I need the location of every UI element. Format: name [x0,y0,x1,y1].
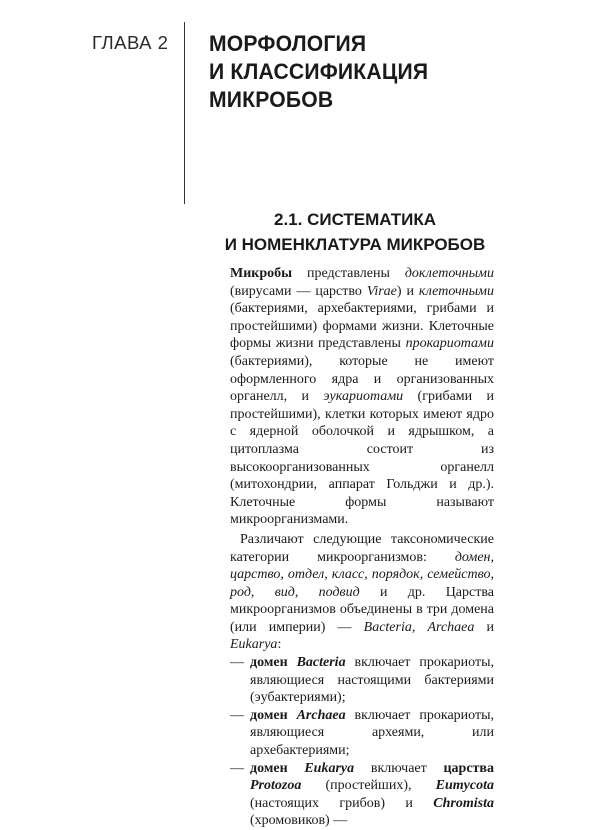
text-run: домен [250,760,305,776]
chapter-divider [184,22,185,204]
list-dash: — [230,707,244,723]
term-cellular: клеточными [418,283,494,299]
term-eukaryotes: эукариотами [323,389,404,405]
text-run: (хромовиков) — [250,813,348,829]
chapter-label: ГЛАВА 2 [92,32,169,53]
term-archaea: Archaea [427,619,475,635]
chapter-title-line-3: МИКРОБОВ [209,87,334,112]
term-categories: домен, царство, отдел, класс, порядок, семейство, род, вид, подвид [230,549,494,600]
term-eukarya: Eukarya [304,760,355,776]
text-run: представлены [292,266,405,281]
text-run: (вирусами — царство [230,283,367,299]
list-item-bacteria [230,654,494,707]
section-title-line-1: 2.1. СИСТЕМАТИКА [274,210,436,229]
chapter-title [209,30,428,114]
term-archaea: Archaea [296,707,346,723]
term-eumycota: Eumycota [435,778,494,794]
term-eukarya: Eukarya [230,637,278,653]
domain-list [230,654,494,830]
text-run: (бактериями, архебактериями, грибами и простейшими) формами жизни. Клеточные формы жизни представлены [230,301,494,352]
text-run: , [411,619,428,635]
list-dash: — [230,655,244,671]
text-run: включает прокариоты, являющиеся археями, или архебактериями; [250,707,494,759]
list-dash: — [230,760,244,776]
text-run: (настоящих грибов) и [250,795,434,811]
text-run: (простейших), [301,778,436,794]
text-run: (бактериями), которые не имеют оформленного ядра и организованных органелл, и [230,353,494,405]
text-run: включает [354,760,444,776]
term-protozoa: Protozoa [250,778,302,794]
text-run: царства [443,760,494,776]
chapter-title-line-1: МОРФОЛОГИЯ [209,31,367,56]
text-run: Различают следующие таксономические категории микроорганизмов: [230,531,494,565]
paragraph-taxonomy [230,531,494,654]
term-microbes: Микробы [230,266,293,281]
section-title [200,207,510,257]
term-bacteria: Bacteria [296,655,346,671]
section-title-line-2: И НОМЕНКЛАТУРА МИКРОБОВ [224,235,486,254]
paragraph-microbes [230,265,494,529]
term-precellular: доклеточными [404,266,494,281]
term-chromista: Chromista [433,795,494,811]
text-run: домен [250,707,297,723]
term-prokaryotes: прокариотами [405,336,494,352]
text-run: и др. Царства микроорганизмов объединены в три домена (или империи) — [230,584,494,635]
text-run: и [474,619,495,635]
term-virae: Virae [366,283,397,299]
term-bacteria: Bacteria [363,619,412,635]
chapter-title-line-2: И КЛАССИФИКАЦИЯ [209,59,429,84]
text-run: : [277,637,282,653]
body-text [230,265,494,830]
text-run: включает прокариоты, являющиеся настоящими бактериями (эубактериями); [250,655,494,706]
text-run: ) и [396,283,419,299]
list-item-archaea [230,707,494,760]
list-item-eukarya [230,760,494,830]
text-run: (грибами и простейшими), клетки которых имеют ядро с ядерной оболочкой и ядрышком, а цитоплазма состоит из высокоорганизованных органелл (митохондрии, аппарат Гольджи и др.). Клеточные формы называют микроорганизмами. [230,389,494,528]
text-run: домен [250,655,297,671]
